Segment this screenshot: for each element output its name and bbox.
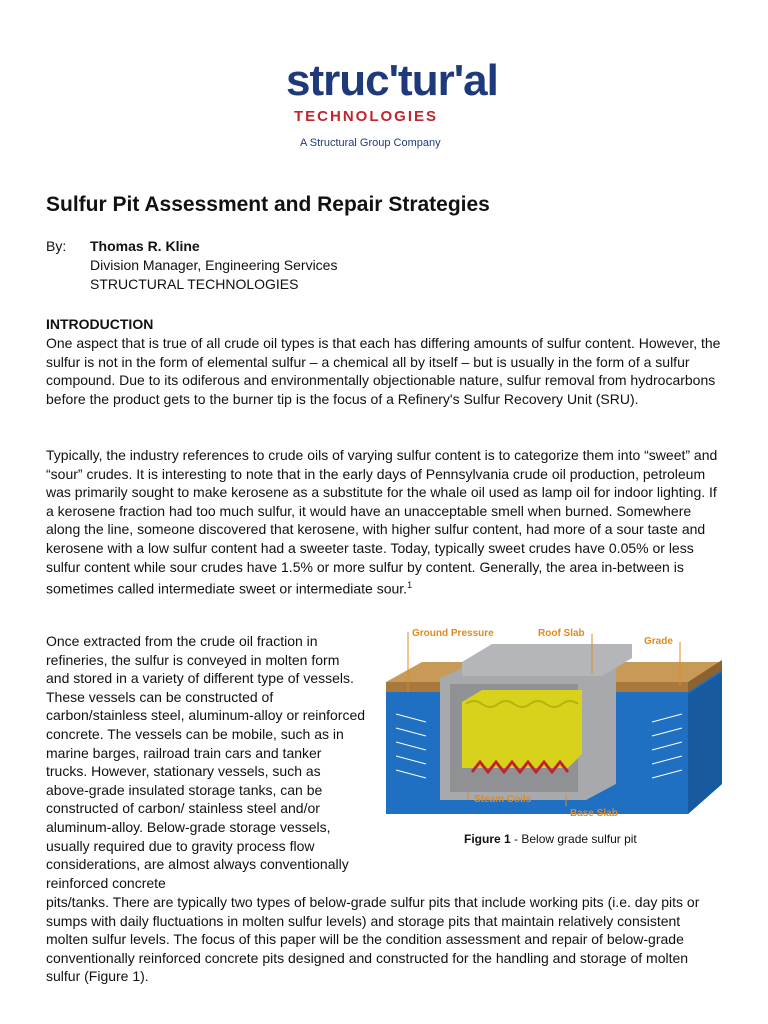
paragraph-2-text: Typically, the industry references to crude oils of varying sulfur content is to categorize them into “sweet” and “sour” crudes. It is interesting to note that in the early days of Pennsylvania crude oil production, petroleum was primarily sought to make kerosene as a substitute for the whale oil used as lamp oil for indoor lighting. If a kerosene fraction had too much sulfur, it would have an unacceptable smell when burned. Somewhere along the line, someone discovered that kerosene, with higher sulfur content, had more of a sour taste and kerosene with a low sulfur content had a sweeter taste. Today, typically sweet crudes have 0.05% or less sulfur content while sour crudes have 1.5% or more sulfur by content. Generally, the area in-between is sometimes called intermediate sweet or intermediate sour. bbox=[46, 447, 718, 597]
paragraph-1: One aspect that is true of all crude oil types is that each has differing amounts of sulfur content. However, the sulfur is not in the form of elemental sulfur – a chemical all by itself – but is usually in the form of a sulfur compound. Due to its odiferous and environmentally objectionable nature, sulfur removal from hydrocarbons before the product gets to the burner tip is the focus of a Refinery's Sulfur Recovery Unit (SRU). bbox=[46, 335, 721, 407]
figure-caption-text: - Below grade sulfur pit bbox=[510, 832, 637, 846]
paragraph-3-continued: pits/tanks. There are typically two types of below-grade sulfur pits that include working pits (i.e. day pits or sumps with daily fluctuations in molten sulfur levels) and storage pits that maintain relatively consistent molten sulfur levels. The focus of this paper will be the condition assessment and repair of below-grade conventionally reinforced concrete pits designed and constructed for the handling and storage of molten sulfur (Figure 1). bbox=[46, 894, 700, 985]
document-title: Sulfur Pit Assessment and Repair Strategies bbox=[46, 193, 490, 216]
label-roof-slab: Roof Slab bbox=[538, 628, 585, 639]
label-base-slab: Base Slab bbox=[570, 808, 618, 819]
label-ground-pressure: Ground Pressure bbox=[412, 628, 494, 639]
footnote-marker: 1 bbox=[407, 580, 413, 591]
roof-slab bbox=[462, 644, 632, 676]
byline-label: By: bbox=[46, 238, 67, 254]
label-steam-coils: Steam Coils bbox=[474, 794, 532, 805]
paragraph-3: Once extracted from the crude oil fraction in refineries, the sulfur is conveyed in molten form and stored in a variety of different type of vessels. These vessels can be constructed of carbon/stainless steel, aluminum-alloy or reinforced concrete. The vessels can be mobile, such as in marine barges, railroad train cars and tanker trucks. However, stationary vessels, such as above-grade insulated storage tanks, can be constructed of carbon/ stainless steel and/or aluminum-alloy. Below-grade storage vessels, usually required due to gravity process flow considerations, are almost always conventionally reinforced concrete bbox=[46, 633, 366, 891]
author-name: Thomas R. Kline bbox=[90, 238, 200, 254]
paragraph-2 bbox=[46, 446, 726, 598]
company-tagline: A Structural Group Company bbox=[300, 137, 441, 149]
section-heading: INTRODUCTION bbox=[46, 316, 154, 332]
figure-caption-label: Figure 1 bbox=[464, 832, 511, 846]
company-logo-subtitle: TECHNOLOGIES bbox=[294, 108, 439, 125]
label-grade: Grade bbox=[644, 636, 673, 647]
author-role: Division Manager, Engineering Services bbox=[90, 257, 338, 273]
figure-caption bbox=[464, 832, 637, 846]
author-organization: STRUCTURAL TECHNOLOGIES bbox=[90, 276, 299, 292]
sulfur-pit-figure bbox=[382, 624, 726, 824]
company-logo: struc'tur'al bbox=[286, 56, 498, 105]
